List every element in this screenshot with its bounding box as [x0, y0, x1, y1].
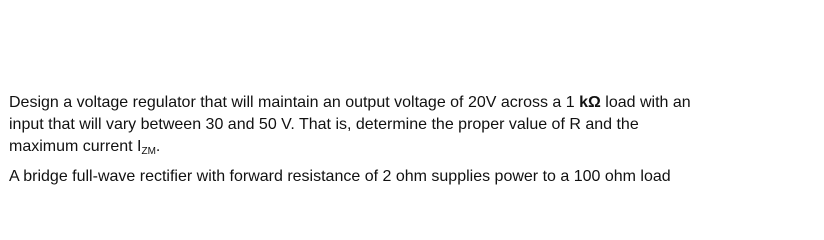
- izm-subscript: ZM: [141, 146, 156, 157]
- next-question-line: A bridge full-wave rectifier with forward resistance of 2 ohm supplies power to a 100 ohm load: [9, 168, 671, 185]
- question-line3-pre: maximum current I: [9, 138, 142, 155]
- question-line2: input that will vary between 30 and 50 V. That is, determine the proper value of R and the: [9, 116, 639, 133]
- question-line3-post: .: [155, 138, 161, 155]
- question-paragraph: [9, 92, 814, 160]
- question-line1-post: load with an: [600, 94, 691, 111]
- kilo-ohm-unit: kΩ: [579, 94, 601, 111]
- question-line1-pre: Design a voltage regulator that will maintain an output voltage of 20V across a 1: [9, 94, 580, 111]
- question-text: [9, 92, 814, 160]
